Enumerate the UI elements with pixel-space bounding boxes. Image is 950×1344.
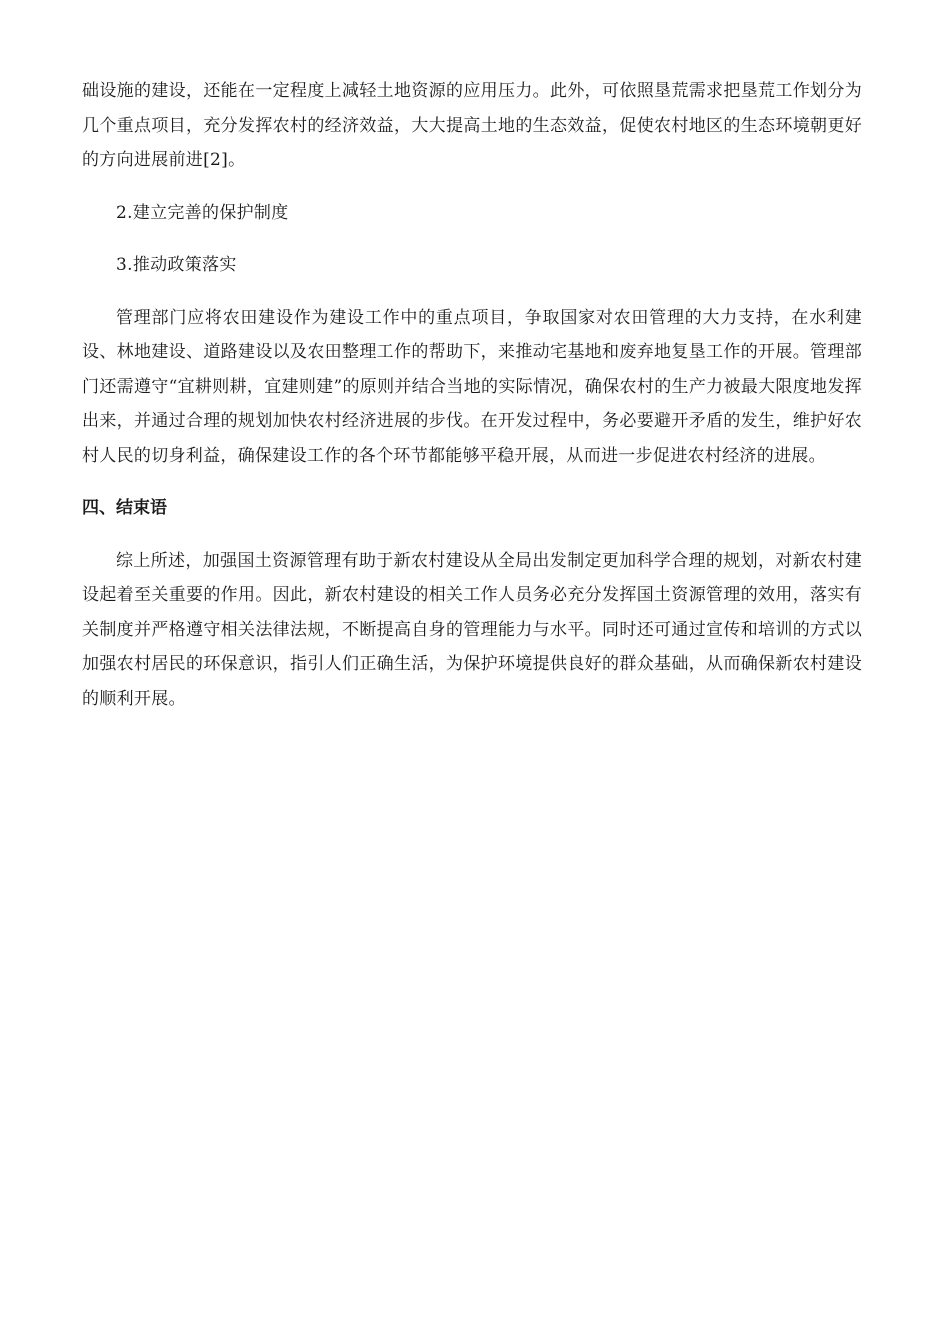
paragraph-continued: 础设施的建设，还能在一定程度上减轻土地资源的应用压力。此外，可依照垦荒需求把垦荒工作划分为几个重点项目，充分发挥农村的经济效益，大大提高土地的生态效益，促使农村地区的生态环境朝更好的方向进展前进[2]。 xyxy=(82,81,862,170)
section-heading-conclusion: 四、结束语 xyxy=(82,498,167,518)
paragraph-farmland-construction: 管理部门应将农田建设作为建设工作中的重点项目，争取国家对农田管理的大力支持，在水利建设、林地建设、道路建设以及农田整理工作的帮助下，来推动宅基地和废弃地复垦工作的开展。管理部门还需遵守“宜耕则耕，宜建则建”的原则并结合当地的实际情况，确保农村的生产力被最大限度地发挥出来，并通过合理的规划加快农村经济进展的步伐。在开发过程中，务必要避开矛盾的发生，维护好农村人民的切身利益，确保建设工作的各个环节都能够平稳开展，从而进一步促进农村经济的进展。 xyxy=(82,307,862,466)
document-page xyxy=(82,74,862,716)
subheading-policy-implementation: 3.推动政策落实 xyxy=(116,255,237,275)
subheading-protection-system: 2.建立完善的保护制度 xyxy=(116,202,289,223)
paragraph-conclusion: 综上所述，加强国土资源管理有助于新农村建设从全局出发制定更加科学合理的规划，对新农村建设起着至关重要的作用。因此，新农村建设的相关工作人员务必充分发挥国土资源管理的效用，落实有关制度并严格遵守相关法律法规，不断提高自身的管理能力与水平。同时还可通过宣传和培训的方式以加强农村居民的环保意识，指引人们正确生活，为保护环境提供良好的群众基础，从而确保新农村建设的顺利开展。 xyxy=(82,550,862,709)
